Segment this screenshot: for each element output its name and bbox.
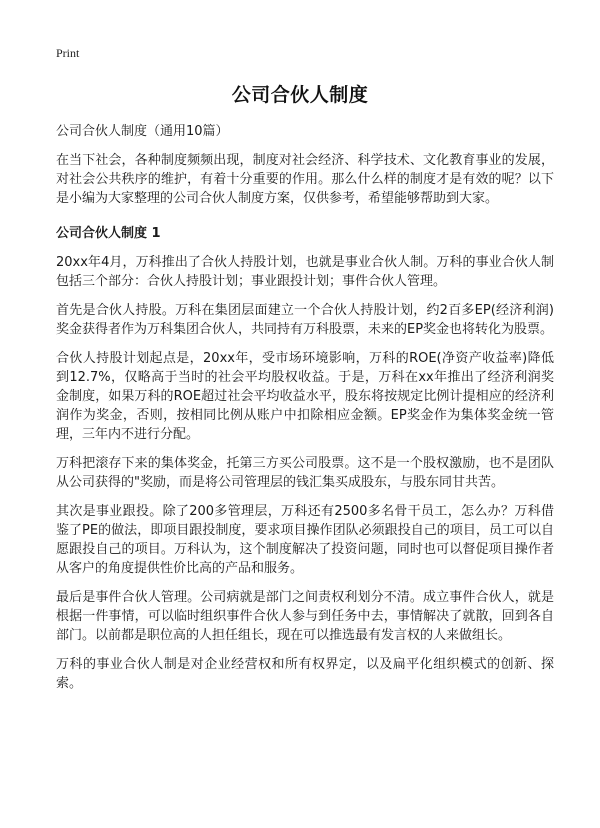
paragraph: 20xx年4月，万科推出了合伙人持股计划，也就是事业合伙人制。万科的事业合伙人制包括三个部分：合伙人持股计划；事业跟投计划；事件合伙人管理。	[56, 255, 554, 289]
paragraph: 首先是合伙人持股。万科在集团层面建立一个合伙人持股计划，约2百多EP(经济利润)奖金获得者作为万科集团合伙人，共同持有万科股票，未来的EP奖金也将转化为股票。	[56, 303, 554, 337]
intro-paragraph: 在当下社会，各种制度频频出现，制度对社会经济、科学技术、文化教育事业的发展，对社会公共秩序的维护，有着十分重要的作用。那么什么样的制度才是有效的呢？以下是小编为大家整理的公司合伙人制度方案，仅供参考，希望能够帮助到大家。	[56, 153, 554, 206]
document-subtitle: 公司合伙人制度（通用10篇）	[56, 124, 229, 139]
section-heading: 公司合伙人制度 1	[56, 226, 161, 241]
page-title: 公司合伙人制度	[231, 84, 369, 106]
print-label: Print	[56, 46, 80, 60]
paragraph: 万科把滚存下来的集体奖金，托第三方买公司股票。这不是一个股权激励，也不是团队从公司获得的"奖励，而是将公司管理层的钱汇集买成股东，与股东同甘共苦。	[56, 456, 554, 490]
paragraph: 合伙人持股计划起点是，20xx年，受市场环境影响，万科的ROE(净资产收益率)降低到12.7%，仅略高于当时的社会平均股权收益。于是，万科在xx年推出了经济利润奖金制度，如果万科的ROE超过社会平均收益水平，股东将按规定比例计提相应的经济利润作为奖金，否则，按相同比例从账户中扣除相应金额。EP奖金作为集体奖金统一管理，三年内不进行分配。	[56, 351, 554, 442]
document-body	[56, 122, 554, 703]
paragraph: 万科的事业合伙人制是对企业经营权和所有权界定，以及扁平化组织模式的创新、探索。	[56, 657, 554, 691]
paragraph: 最后是事件合伙人管理。公司病就是部门之间责权利划分不清。成立事件合伙人，就是根据一件事情，可以临时组织事件合伙人参与到任务中去，事情解决了就散，回到各自部门。以前都是职位高的人担任组长，现在可以推选最有发言权的人来做组长。	[56, 590, 554, 643]
paragraph: 其次是事业跟投。除了200多管理层，万科还有2500多名骨干员工，怎么办？万科借鉴了PE的做法，即项目跟投制度，要求项目操作团队必须跟投自己的项目，员工可以自愿跟投自己的项目。万科认为，这个制度解决了投资问题，同时也可以督促项目操作者从客户的角度提供性价比高的产品和服务。	[56, 504, 554, 576]
